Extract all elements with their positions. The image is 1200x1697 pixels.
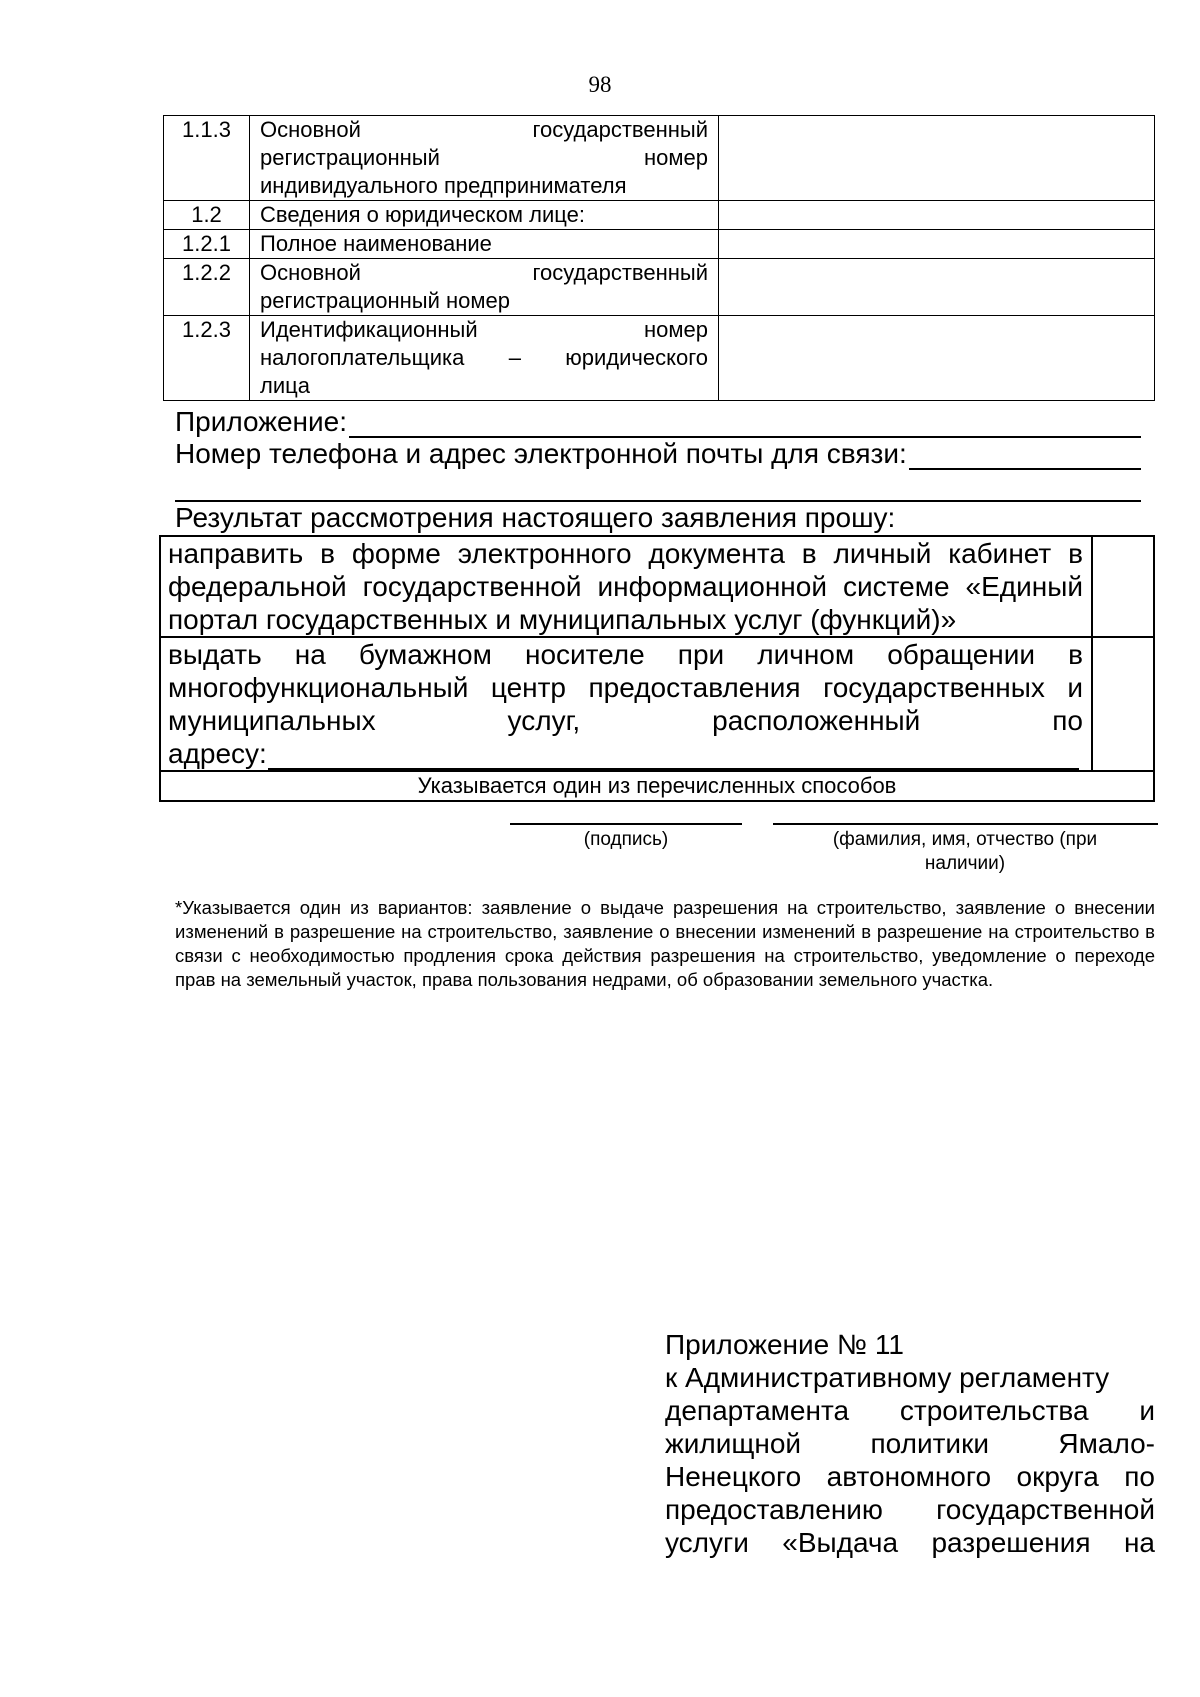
table-row <box>164 259 1155 316</box>
appendix-line: департамента строительства и <box>665 1395 1155 1426</box>
appendix-line: к Административному регламенту <box>665 1362 1110 1393</box>
contact-label: Номер телефона и адрес электронной почты для связи: <box>175 438 907 469</box>
appendix-line: Ненецкого автономного округа по <box>665 1461 1155 1492</box>
paper-address-field[interactable] <box>168 737 1083 770</box>
table-row <box>164 230 1155 259</box>
row-value-cell[interactable] <box>719 230 1155 259</box>
row-label: Основной государственный регистрационный номер индивидуального предпринимателя <box>250 116 719 201</box>
appendix-line: жилищной политики Ямало- <box>665 1428 1155 1459</box>
table-row <box>164 201 1155 230</box>
result-delivery-title: Результат рассмотрения настоящего заявления прошу: <box>175 502 896 533</box>
full-name-caption: (фамилия, имя, отчество (при наличии) <box>832 829 1098 874</box>
electronic-delivery-checkbox[interactable] <box>1092 536 1154 637</box>
row-label: Полное наименование <box>250 230 719 259</box>
table-row <box>164 316 1155 401</box>
paper-delivery-checkbox[interactable] <box>1092 637 1154 771</box>
appendix-header <box>665 1328 1155 1559</box>
paper-delivery-option: выдать на бумажном носителе при личном обращении в многофункциональный центр предоставления государственных и муниципальных услуг, расположенный по адресу: <box>160 637 1092 771</box>
row-number: 1.2.2 <box>164 259 250 316</box>
appendix-line: услуги «Выдача разрешения на <box>665 1527 1155 1558</box>
row-number: 1.1.3 <box>164 116 250 201</box>
attachment-input-line[interactable] <box>349 412 1141 438</box>
row-value-cell[interactable] <box>719 316 1155 401</box>
row-label: Сведения о юридическом лице: <box>250 201 719 230</box>
method-hint-row <box>160 771 1154 801</box>
row-value-cell[interactable] <box>719 259 1155 316</box>
row-number: 1.2 <box>164 201 250 230</box>
electronic-delivery-option: направить в форме электронного документа в личный кабинет в федеральной государственной информационной системе «Единый портал государственных и муниципальных услуг (функций)» <box>160 536 1092 637</box>
method-hint: Указывается один из перечисленных способов <box>160 771 1154 801</box>
attachment-field[interactable] <box>175 406 1141 438</box>
appendix-title: Приложение № 11 <box>665 1329 904 1360</box>
contact-input-line[interactable] <box>909 444 1141 470</box>
table-row <box>164 116 1155 201</box>
signature-caption: (подпись) <box>583 829 669 850</box>
paper-address-input-line[interactable] <box>268 744 1079 770</box>
delivery-method-table <box>159 535 1155 802</box>
paper-address-label: адресу: <box>168 738 267 769</box>
contact-field[interactable] <box>175 438 1141 470</box>
applicant-info-table <box>163 115 1155 401</box>
attachment-label: Приложение: <box>175 406 348 437</box>
row-value-cell[interactable] <box>719 201 1155 230</box>
row-number: 1.2.1 <box>164 230 250 259</box>
page-number: 98 <box>588 72 612 97</box>
method-row-electronic <box>160 536 1154 637</box>
row-label: Основной государственный регистрационный номер <box>250 259 719 316</box>
row-number: 1.2.3 <box>164 316 250 401</box>
appendix-line: предоставлению государственной <box>665 1494 1155 1525</box>
method-row-paper <box>160 637 1154 771</box>
signature-line[interactable] <box>510 823 742 825</box>
full-name-line[interactable] <box>773 823 1158 825</box>
row-value-cell[interactable] <box>719 116 1155 201</box>
footnote: *Указывается один из вариантов: заявление о выдаче разрешения на строительство, заявление о внесении изменений в разрешение на строительство, заявление о внесении изменений в разрешение на строительство в связи с необходимостью продления срока действия разрешения на строительство, уведомление о переходе прав на земельный участок, права пользования недрами, об образовании земельного участка. <box>175 897 1155 990</box>
row-label: Идентификационный номер налогоплательщика – юридического лица <box>250 316 719 401</box>
